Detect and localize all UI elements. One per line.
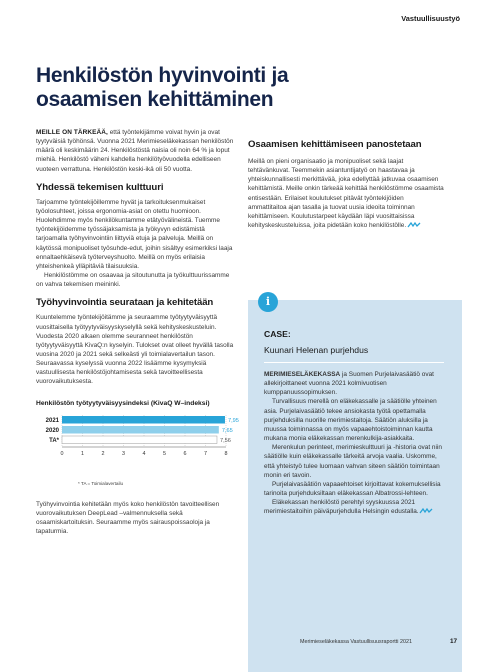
footer-text: Merimieseläkekassa Vastuullisuusraportti 2021 [300,639,412,645]
lead-bold: MEILLE ON TÄRKEÄÄ, [36,129,108,136]
case-paragraph-1-text: ja Suomen Purjelaivasäätiö ovat allekirjoittaneet vuonna 2021 kolmivuotisen kumppanuussopimuksen. [264,371,434,397]
category-label: 2021 [45,417,59,424]
case-label: CASE: [264,329,291,339]
wave-logo-icon [420,508,432,514]
section-tab: Vastuullisuustyö [401,14,460,23]
lead-paragraph [36,128,234,174]
bar [62,416,225,424]
chart-footnote: * TA = Toimialavertailu [78,480,124,486]
bar [62,436,217,444]
category-label: 2020 [45,427,59,434]
tick-label: 0 [60,450,64,457]
tick-label: 8 [224,450,228,457]
page-title: Henkilöstön hyvinvointi ja osaamisen kehittäminen [36,64,289,111]
category-label: TA* [49,437,59,444]
case-title: Kuunari Helenan purjehdus [264,345,369,355]
tick-label: 1 [81,450,84,457]
satisfaction-chart [36,413,239,477]
tick-label: 3 [122,450,125,457]
heading-teamwork: Yhdessä tekemisen kulttuuri [36,181,164,193]
value-label: 7,95 [227,417,239,424]
tick-label: 7 [204,450,207,457]
left-column [36,128,239,537]
case-paragraph-1 [264,370,444,397]
right-column [248,139,444,230]
tick-label: 2 [101,450,105,457]
case-divider [264,362,444,363]
info-icon: i [258,292,278,312]
case-paragraph-4: Purjelaivasäätiön vapaaehtoiset kirjoittavat kokemuksellisia tarinoita purjehduksiltaan eläkekassan Albatrossi-lehteen. [264,480,441,498]
case-paragraph-2: Turvallisuus merellä on eläkekassalle ja säätiölle yhteinen asia. Purjelaivasäätiö tekee ansiokasta työtä opettamalla purjehduksilla nuorille merimiestaitoja. Säätiön aluksilla ja muussa toiminnassa on myös vapaaehtoistoiminnan kautta mukana monia eläkekassan merenkulkija-asiakkaita. [264,398,437,443]
heading-wellbeing: Työhyvinvointia seurataan ja kehitetään [36,297,214,309]
case-paragraph-1-bold: MERIMIESELÄKEKASSA [264,371,341,378]
case-paragraph-5 [264,498,444,516]
chart-title: Henkilöstön työtyytyväisyysindeksi (KivaQ W–indeksi) [36,399,210,407]
paragraph-closing: Työhyvinvointia kehitetään myös koko henkilöstön tavoitteellisen vuorovaikutuksen DeepLead –valmennuksella sekä osaamiskartoituksin. Seuraamme myös sairauspoissaoloja ja tapaturmia. [36,500,220,536]
paragraph-skills-text: Meillä on pieni organisaatio ja monipuoliset sekä laajat tehtävänkuvat. Teemmekin asiantuntijatyö on haastavaa ja yhteiskunnallisesti merkittävää, joka edellyttää jatkuvaa osaamisen kehittämistä. Meille onkin tärkeää kehittää henkilöstömme osaamista entisestään. Erilaiset koulutukset pitävät työntekijöiden ammattitaitoa ajan tasalla ja tuovat uusia ideoita toiminnan kehittämiseen. Koulutustarpeet käydään läpi vuosittaisissa kehityskeskusteluissa, joita pidetään koko henkilöstölle. [248,158,444,230]
tick-label: 4 [142,450,146,457]
wave-logo-icon [408,222,420,228]
case-paragraph-3: Merenkulun perinteet, merimieskulttuuri ja -historia ovat niin säätiölle kuin eläkekassalle tärkeitä arvoja vaalia. Uskomme, että yhteistyö tuleе luomaan vahvan siteen säätiön toimintaan monin eri tavoin. [264,444,442,479]
value-label: 7,65 [221,427,233,434]
case-body [264,370,444,517]
paragraph-teamwork-1: Tarjoamme työntekijöillemme hyvät ja tarkoituksenmukaiset työolosuhteet, joissa ergonomia-asiat on otettu huomioon. Huolehdimme myös henkilökuntamme etätyövälineistä. Tuemme työntekijöidemme työssäjaksamista ja työkyvyn edistämistä tarjoamalla työhyvinvointiin liittyviä etuja ja palveluja. Meillä on käytössä monipuoliset työsuhde-edut, joihin sisältyy esimerkiksi laaja ennaltaehkäisevä työterveyshuolto. Meillä on myös erilaisia yhteishenkeä ylläpitäviä tilaisuuksia. [36,198,233,270]
tick-label: 5 [163,450,166,457]
paragraph-teamwork-2: Henkilöstömme on osaavaa ja sitoutunutta ja työkulttuurissamme on vahva tekemisen meininki. [36,272,230,289]
tick-label: 6 [183,450,187,457]
value-label: 7,56 [219,437,231,444]
case-content [264,329,444,517]
bar [62,426,219,434]
heading-skills: Osaamisen kehittämiseen panostetaan [248,139,422,150]
case-paragraph-5-text: Eläkekassan henkilöstö perehtyi syyskuussa 2021 merimiestaitoihin päiväpurjehdulla Helsingin edustalla. [264,499,419,516]
chart-canvas [36,413,239,475]
lead-text: että työntekijämme voivat hyvin ja ovat tyytyväisiä työhönsä. Vuonna 2021 Merimieseläkekassan henkilöstön määrä oli keskimäärin 24. Henkilöstöstä naisia oli noin 64 % ja loput miehiä. Henkilöstö väheni kahdella henkilötyövuodella edelliseen vuoteen verrattuna. Henkilöstön keski-ikä oli 50 vuotta. [36,129,234,173]
page-number: 17 [450,638,458,645]
paragraph-wellbeing: Kuuntelemme työntekijöitämme ja seuraamme työtyytyväisyyttä vuosittaisella työtyytyväisyyskyselyllä sekä kehityskeskusteluin. Vuodesta 2020 alkaen olemme seuranneet henkilöstön työtyytyväisyyttä KivaQ:n kyselyin. Tulokset ovat olleet hyvällä tasolla vuosina 2020 ja 2021 sekä selkeästi yli toimialavertailun tason. Seuraavassa kyselyssä vuonna 2022 lisäämme kysymyksiä vastuullisesta henkilöstöjohtamisesta sekä tavoitteellisesta vuorovaikutuksesta. [36,314,234,386]
paragraph-skills [248,157,444,230]
